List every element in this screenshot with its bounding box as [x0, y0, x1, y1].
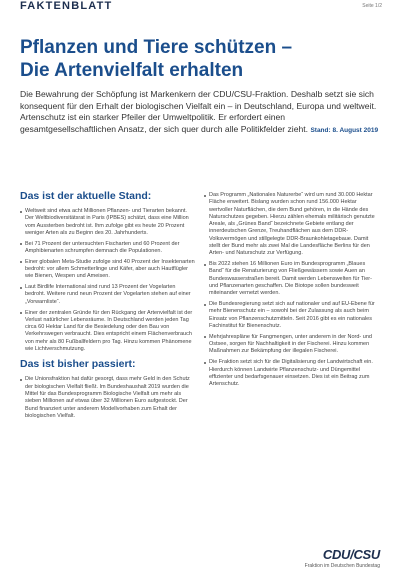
intro-paragraph [20, 89, 382, 136]
intro-text: Die Bewahrung der Schöpfung ist Markenkern der CDU/CSU-Fraktion. Deshalb setzt sie sich konsequent für den Erhalt der biologischen Vielfalt ein – in Deutschland, Europa und weltweit. Artenschutz ist ein starker Pfeiler der Umweltpolitik. Er erfordert einen gesamtgesellschaftlichen Ansatz, der sich quer durch alle Politikfelder zieht. [20, 89, 377, 134]
section-heading-current-status: Das ist der aktuelle Stand: [20, 190, 152, 202]
list-item: Mehrjahrespläne für Fangmengen, unter anderem in der Nord- und Ostsee, sorgen für Nachhaltigkeit in der Fischerei. Hinzu kommen Maßnahmen zur Bekämpfung der illegalen Fischerei. [204, 334, 379, 356]
page-number: Seite 1/2 [362, 3, 382, 9]
title-line-1: Pflanzen und Tiere schützen – [20, 37, 293, 58]
list-item: Die Bundesregierung setzt sich auf nationaler und auf EU-Ebene für mehr Bienenschutz ein – sowohl bei der Zulassung als auch beim Einsatz von Pflanzenschutzmitteln. Seit 2016 gibt es ein nationales Fachinstitut für Bienenschutz. [204, 301, 379, 330]
list-item: Weltweit sind etwa acht Millionen Pflanzen- und Tierarten bekannt. Der Weltbiodiversitätsrat in Paris (IPBES) schätzt, dass eine Million vom Aussterben bedroht ist. Ihm zufolge gibt es heute 20 Prozent weniger Arten als zu Beginn des 20. Jahrhunderts. [20, 208, 195, 237]
list-item: Die Unionsfraktion hat dafür gesorgt, dass mehr Geld in den Schutz der biologischen Vielfalt fließt. Im Bundeshaushalt 2019 wurden die Mittel für das Bundesprogramm Biologische Vielfalt um mehr als sieben Millionen auf etwas über 32 Millionen Euro aufgestockt. Der Bund finanziert unter anderem Modellvorhaben zum Erhalt der biologischen Vielfalt. [20, 376, 195, 420]
section-heading-progress: Das ist bisher passiert: [20, 358, 136, 371]
page-title [20, 36, 380, 82]
document-type-label: FAKTENBLATT [20, 0, 113, 12]
list-item: Das Programm „Nationales Naturerbe“ wird um rund 30.000 Hektar Fläche erweitert. Bislang wurden schon rund 156.000 Hektar wertvoller Naturflächen, die dem Bund gehören, in die Hände des Naturschutzes gegeben. Hierzu zählen ehemals militärisch genutzte Areale, als „Grünes Band“ bezeichnete Gebiete entlang der innerdeutschen Grenze, Treuhandflächen aus dem DDR-Volksvermögen und stillgelegte DDR-Braunkohletagebaue. Damit stellt der Bund mehr als zwei Mal die Landesfläche Berlins für den Arten- und Naturschutz zur Verfügung. [204, 192, 379, 258]
cdu-csu-logo [280, 546, 380, 569]
list-item: Laut Birdlife International sind rund 13 Prozent der Vogelarten bedroht. Weitere rund neun Prozent der Vogelarten stehen auf einer „Vorwarnliste“. [20, 284, 195, 306]
logo-subtitle: Fraktion im Deutschen Bundestag [304, 563, 380, 569]
left-column [20, 190, 195, 424]
list-item: Die Fraktion setzt sich für die Digitalisierung der Landwirtschaft ein. Hierdurch können Landwirte Pflanzenschutz- und Düngemittel effizienter und bedarfsgenauer einsetzen. Dies ist ein Beitrag zum Artenschutz. [204, 359, 379, 388]
logo-wordmark: CDU/CSU [322, 547, 380, 562]
list-item: Einer globalen Meta-Studie zufolge sind 40 Prozent der Insektenarten bedroht: vor allem Schmetterlinge und Käfer, aber auch Hautflügler wie Bienen, Wespen und Ameisen. [20, 259, 195, 281]
right-column [204, 192, 379, 392]
date-stamp: Stand: 8. August 2019 [310, 126, 379, 134]
header-bar [0, 0, 400, 20]
list-item: Einer der zentralen Gründe für den Rückgang der Artenvielfalt ist der Verlust natürlicher Lebensräume. In Deutschland werden jeden Tag circa 60 Hektar Land für die Besiedelung oder den Bau von Verkehrswegen verbraucht. Dies entspricht einem Flächenverbrauch von mehr als 80 Fußballfeldern pro Tag. Hinzu kommen Phänomene wie Lichtverschmutzung. [20, 310, 195, 354]
list-item: Bis 2022 stehen 16 Millionen Euro im Bundesprogramm „Blaues Band“ für die Renaturierung von Fließgewässern sowie Auen an Bundeswasserstraßen bereit. Damit werden Lebenswelten für Tier- und Pflanzenarten geschaffen. Die Biotope sollen bundesweit miteinander vernetzt werden. [204, 261, 379, 297]
list-item: Bei 71 Prozent der untersuchten Fischarten und 60 Prozent der Amphibienarten schrumpfen demnach die Populationen. [20, 241, 195, 256]
title-line-2: Die Artenvielfalt erhalten [20, 60, 244, 81]
